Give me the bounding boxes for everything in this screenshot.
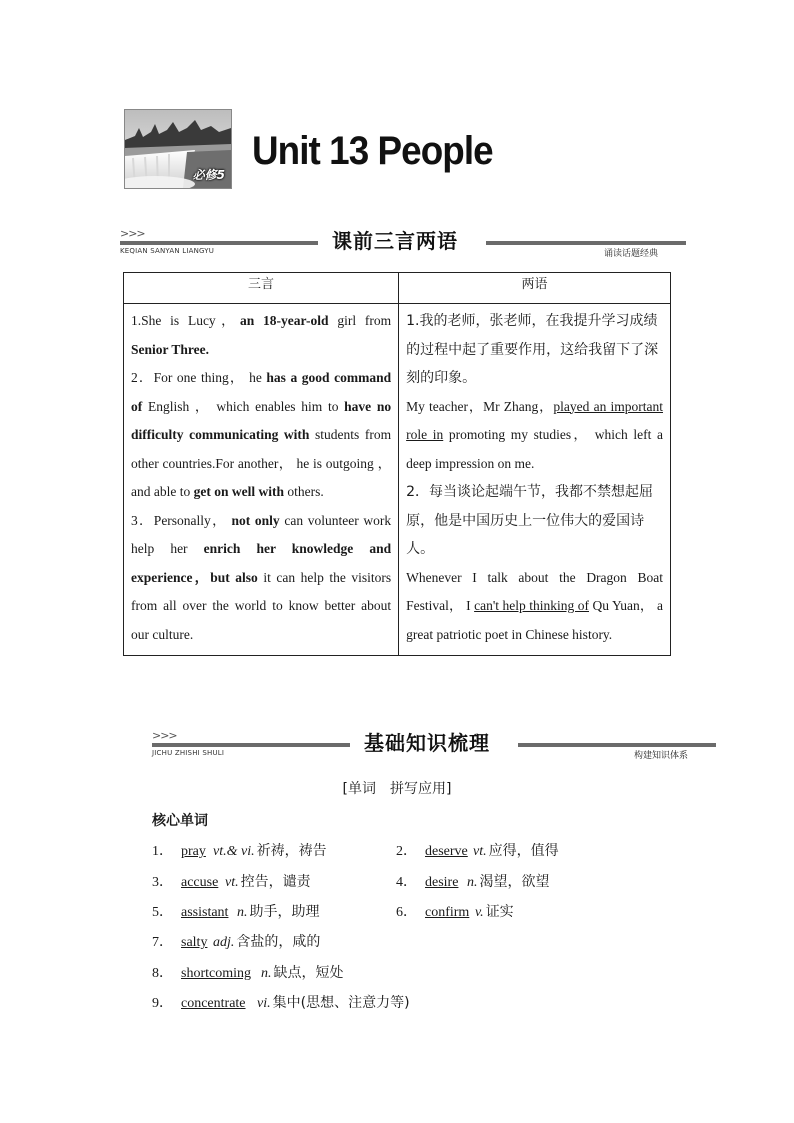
item-number: 6． <box>396 905 417 920</box>
item-number: 9． <box>152 996 173 1011</box>
text-span: 2．For one thing， he <box>131 370 267 385</box>
item-number: 8． <box>152 966 173 981</box>
vocab-item <box>152 901 320 921</box>
left-paragraph-3 <box>131 507 391 650</box>
answer-blank: can't help thinking of <box>474 598 589 613</box>
right-chinese-1: 1.我的老师，张老师，在我提升学习成绩的过程中起了重要作用，这给我留下了深刻的印象。 <box>406 313 659 386</box>
meaning: 含盐的，咸的 <box>236 934 321 950</box>
part-of-speech: n. <box>261 966 272 981</box>
volume-badge: 必修5 <box>192 168 225 182</box>
left-paragraph-1 <box>131 307 391 364</box>
unit-header <box>124 109 564 189</box>
answer-blank: confirm <box>425 905 470 920</box>
item-number: 2． <box>396 844 417 859</box>
answer-blank: shortcoming <box>181 966 251 981</box>
text-span: promoting my studies， which left a deep impression on me. <box>406 427 663 471</box>
meaning: 应得，值得 <box>488 843 559 859</box>
vocab-heading: [单词 拼写应用] <box>342 781 452 797</box>
text-span: English ， which enables him to <box>142 398 345 414</box>
meaning: 证实 <box>485 904 514 920</box>
item-number: 4． <box>396 875 417 890</box>
text-span: Qu Yuan， a great patriotic poet in Chinese history. <box>406 598 663 642</box>
vocab-item <box>152 840 327 860</box>
key-phrase: enrich her knowledge and experience，but also <box>131 541 392 585</box>
unit-cover-image <box>124 109 232 189</box>
part-of-speech: vt. <box>225 875 239 890</box>
key-phrase: not only <box>231 512 280 528</box>
vocab-item <box>152 931 320 951</box>
part-of-speech: n. <box>467 875 478 890</box>
answer-blank: deserve <box>425 844 468 859</box>
item-number: 3． <box>152 875 173 890</box>
item-number: 5． <box>152 905 173 920</box>
part-of-speech: vt.& vi. <box>213 844 255 859</box>
banner-rule-right <box>486 241 686 245</box>
banner-rule-left <box>120 241 318 245</box>
section-title: 课前三言两语 <box>332 229 458 253</box>
text-span: girl from <box>328 313 392 328</box>
meaning: 助手，助理 <box>249 904 320 920</box>
right-english-1 <box>406 393 663 479</box>
right-cell <box>399 304 671 656</box>
chevron-right-icon: >>> <box>152 729 177 742</box>
key-phrase: an 18-year-old <box>240 313 329 328</box>
left-cell <box>124 304 399 656</box>
section-banner-preview <box>120 225 686 259</box>
chevron-right-icon: >>> <box>120 227 145 240</box>
text-span: 3．Personally， <box>131 512 232 528</box>
core-words-label: 核心单词 <box>152 813 208 829</box>
section-subtitle: 构建知识体系 <box>634 751 689 761</box>
section-banner-knowledge <box>152 727 716 761</box>
banner-rule-left <box>152 743 350 747</box>
right-english-2 <box>406 564 663 650</box>
section-title: 基础知识梳理 <box>364 731 490 755</box>
answer-blank: played an important role in <box>406 398 663 442</box>
unit-title: Unit 13 People <box>252 129 493 173</box>
key-phrase: have no difficulty communicating with <box>131 398 392 442</box>
meaning: 渴望，欲望 <box>479 874 550 890</box>
key-phrase: Senior Three. <box>131 341 210 357</box>
vocab-item <box>396 871 550 891</box>
vocab-item <box>152 871 311 891</box>
table-row <box>124 304 671 656</box>
part-of-speech: vi. <box>257 996 271 1011</box>
meaning: 缺点，短处 <box>273 965 344 981</box>
part-of-speech: v. <box>475 905 484 920</box>
phrase-table <box>123 272 671 656</box>
text-span: 1.She is Lucy， <box>131 313 241 328</box>
text-span: students from other countries.For another， he is outgoing ， and able to <box>131 427 392 499</box>
right-chinese-2: 2．每当谈论起端午节，我都不禁想起屈原，他是中国历史上一位伟大的爱国诗人。 <box>406 484 654 557</box>
part-of-speech: vt. <box>473 844 487 859</box>
vocab-item <box>152 962 344 982</box>
answer-blank: salty <box>181 935 208 950</box>
section-pinyin: KEQIAN SANYAN LIANGYU <box>120 247 215 255</box>
key-phrase: has a good command of <box>131 370 392 414</box>
answer-blank: desire <box>425 875 459 890</box>
vocab-item <box>396 840 559 860</box>
column-header-left: 三言 <box>124 273 399 304</box>
text-span: it can help the visitors from all over the world to know better about our culture. <box>131 569 392 642</box>
text-span: Whenever I talk about the Dragon Boat Festival， I <box>406 569 663 613</box>
text-span: can volunteer work help her <box>131 512 392 556</box>
vocab-item <box>396 901 514 921</box>
answer-blank: concentrate <box>181 996 246 1011</box>
column-header-right: 两语 <box>399 273 671 304</box>
meaning: 祈祷，祷告 <box>256 843 327 859</box>
answer-blank: accuse <box>181 875 219 890</box>
answer-blank: assistant <box>181 905 229 920</box>
answer-blank: pray <box>181 844 206 859</box>
section-pinyin: JICHU ZHISHI SHULI <box>152 749 225 757</box>
part-of-speech: adj. <box>213 935 235 950</box>
table-header-row <box>124 273 671 304</box>
meaning: 控告，谴责 <box>240 874 311 890</box>
vocab-item <box>152 992 410 1012</box>
meaning: 集中(思想、注意力等) <box>272 995 410 1011</box>
section-subtitle: 诵读话题经典 <box>604 249 659 259</box>
item-number: 1． <box>152 844 173 859</box>
item-number: 7． <box>152 935 173 950</box>
text-span: others. <box>283 484 324 499</box>
text-span: My teacher，Mr Zhang， <box>406 398 554 414</box>
banner-rule-right <box>518 743 716 747</box>
part-of-speech: n. <box>237 905 248 920</box>
key-phrase: get on well with <box>193 484 284 499</box>
left-paragraph-2 <box>131 364 391 507</box>
